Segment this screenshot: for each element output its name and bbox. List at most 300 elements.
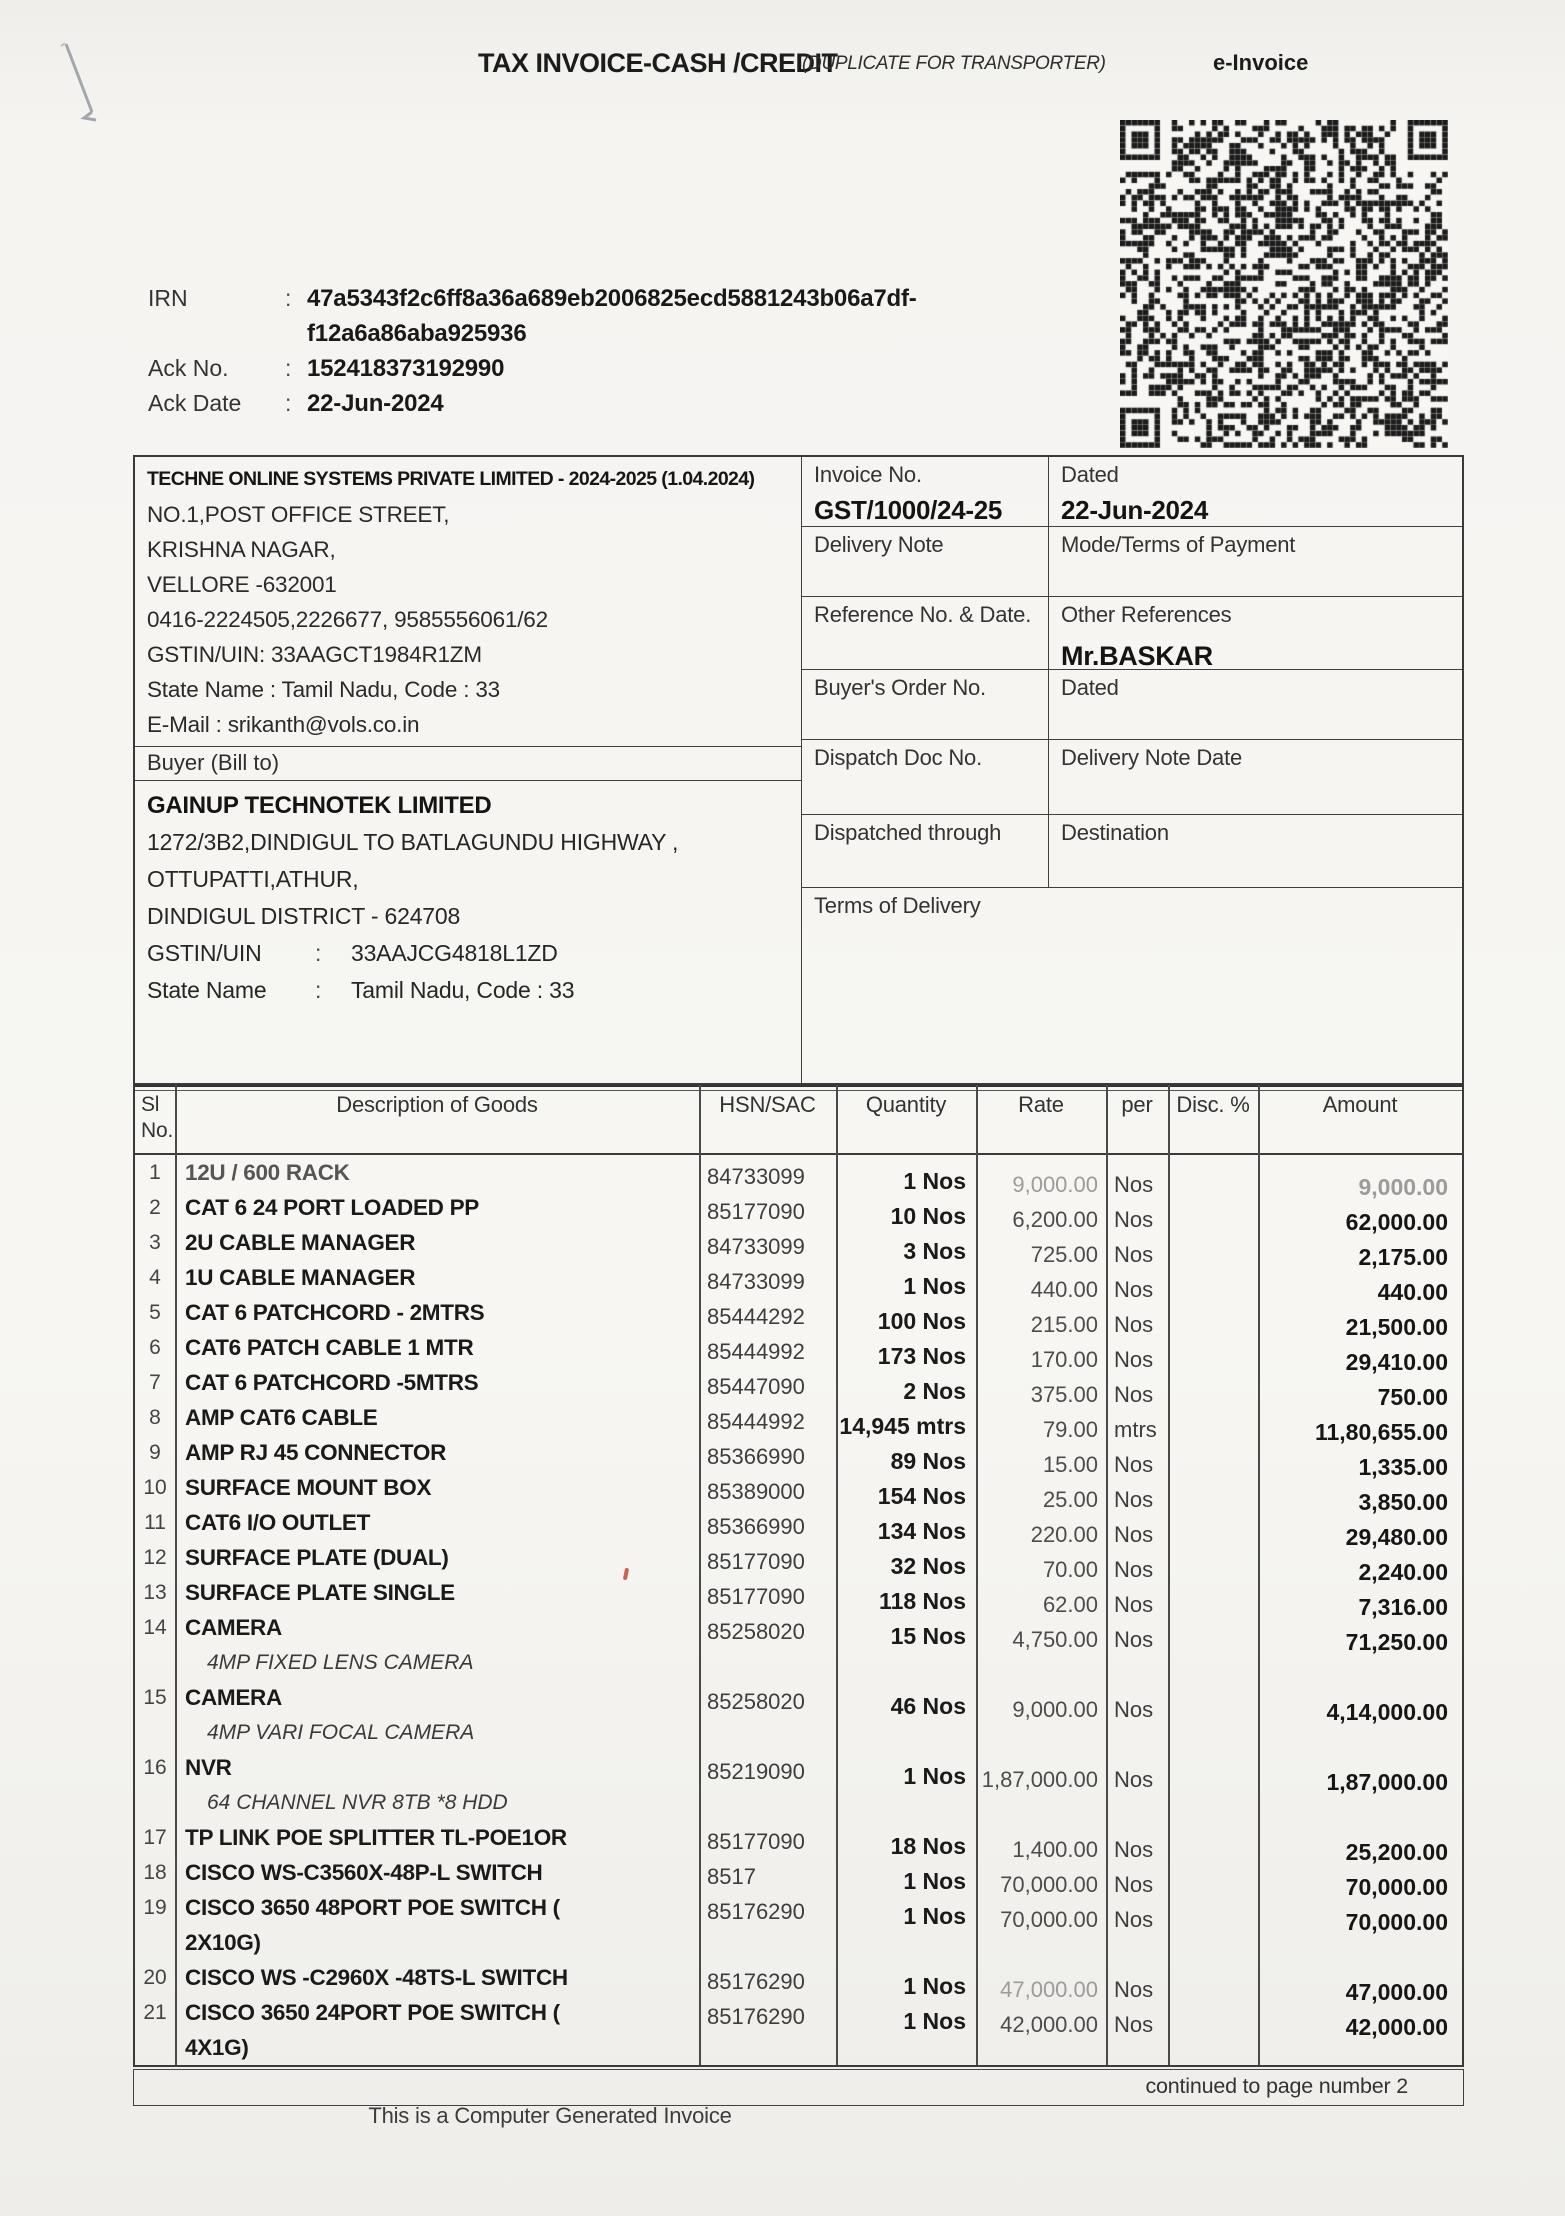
seller-address-line: KRISHNA NAGAR,: [147, 537, 336, 562]
item-discount: [1168, 1960, 1258, 1995]
item-description-text: CAT 6 PATCHCORD -5MTRS: [185, 1370, 479, 1395]
item-row: [135, 1225, 1462, 1270]
colon: :: [285, 390, 292, 416]
item-amount: 4,14,000.00: [1326, 1699, 1448, 1725]
buyer-kv-value: 33AAJCG4818L1ZD: [351, 940, 558, 966]
item-hsn: 85444292: [707, 1304, 805, 1329]
item-description-text: CAT 6 24 PORT LOADED PP: [185, 1195, 479, 1220]
item-amount: 70,000.00: [1345, 1874, 1448, 1900]
item-description: [175, 1190, 699, 1225]
item-hsn: 85176290: [707, 2004, 805, 2029]
item-sl: 18: [143, 1861, 167, 1884]
item-rate: 70,000.00: [1000, 1907, 1098, 1932]
info-cell-label: Delivery Note: [814, 532, 944, 557]
item-amount: 7,316.00: [1358, 1594, 1448, 1620]
item-sl: 7: [149, 1371, 161, 1394]
info-cell-label: Dispatch Doc No.: [814, 745, 982, 770]
item-rate: 47,000.00: [1000, 1977, 1098, 2002]
item-discount: [1168, 1435, 1258, 1470]
seller-box: [135, 457, 801, 747]
item-description: [175, 1225, 699, 1260]
item-amount: 3,850.00: [1358, 1489, 1448, 1515]
item-per: Nos: [1114, 1767, 1154, 1792]
colon: :: [315, 940, 322, 966]
info-cell-label: Delivery Note Date: [1061, 745, 1243, 770]
item-discount: [1168, 1155, 1258, 1190]
info-grid-row: [802, 597, 1462, 670]
item-sl: 19: [143, 1896, 167, 1919]
item-rate: 70,000.00: [1000, 1872, 1098, 1897]
item-rate: 42,000.00: [1000, 2012, 1098, 2037]
item-quantity: 18 Nos: [890, 1833, 966, 1859]
item-quantity: 3 Nos: [903, 1238, 966, 1264]
header-description: Description of Goods: [336, 1092, 538, 1117]
info-cell: [802, 527, 1049, 596]
einvoice-label: e-Invoice: [1213, 50, 1309, 75]
item-amount: 2,175.00: [1358, 1244, 1448, 1270]
pen-stroke-artifact-icon: [58, 40, 118, 135]
item-sl: 5: [149, 1301, 161, 1324]
item-hsn: 85447090: [707, 1374, 805, 1399]
item-per: Nos: [1114, 1277, 1154, 1302]
ack-date-label: Ack Date: [148, 390, 242, 416]
irn-value-line2: f12a6a86aba925936: [307, 320, 527, 347]
item-row: [135, 1540, 1462, 1585]
item-quantity: 134 Nos: [877, 1518, 966, 1544]
colon: :: [285, 355, 292, 381]
ack-no-label: Ack No.: [148, 355, 229, 381]
e-invoice-qr-code: [1120, 120, 1448, 448]
item-description: [175, 1540, 699, 1575]
item-sl: 2: [149, 1196, 161, 1219]
item-row: [135, 1435, 1462, 1480]
item-row: [135, 1295, 1462, 1340]
info-grid-row: [802, 527, 1462, 597]
info-grid-row: [802, 740, 1462, 815]
item-description-text: CISCO WS -C2960X -48TS-L SWITCH: [185, 1965, 568, 1990]
item-discount: [1168, 1365, 1258, 1400]
info-cell: [802, 457, 1049, 526]
item-rate: 220.00: [1030, 1522, 1098, 1547]
item-hsn: 84733099: [707, 1164, 805, 1189]
item-hsn: 85258020: [707, 1619, 805, 1644]
info-cell: [802, 888, 993, 1083]
item-rate: 6,200.00: [1012, 1207, 1098, 1232]
item-row: [135, 1260, 1462, 1305]
item-per: Nos: [1114, 1172, 1154, 1197]
item-per: Nos: [1114, 1207, 1154, 1232]
item-amount: 62,000.00: [1345, 1209, 1448, 1235]
item-description: [175, 1155, 699, 1190]
item-row: [135, 1855, 1462, 1900]
item-description-text: SURFACE MOUNT BOX: [185, 1475, 432, 1500]
item-rate: 62.00: [1042, 1592, 1098, 1617]
item-hsn: 85258020: [707, 1689, 805, 1714]
item-amount: 71,250.00: [1345, 1629, 1448, 1655]
item-rate: 4,750.00: [1012, 1627, 1098, 1652]
item-description-subtext: 4MP FIXED LENS CAMERA: [207, 1651, 474, 1674]
item-hsn: 85444992: [707, 1339, 805, 1364]
items-table-header: [135, 1087, 1462, 1155]
item-description: [175, 1855, 699, 1890]
info-cell: [802, 597, 1049, 669]
seller-address-line: 0416-2224505,2226677, 9585556061/62: [147, 607, 548, 632]
info-cell-label: Reference No. & Date.: [814, 602, 1032, 627]
item-hsn: 85444992: [707, 1409, 805, 1434]
item-quantity: 14,945 mtrs: [839, 1413, 966, 1439]
item-description: [175, 1995, 699, 2065]
info-grid-row: [802, 815, 1462, 888]
item-per: Nos: [1114, 1627, 1154, 1652]
item-discount: [1168, 1575, 1258, 1610]
item-per: Nos: [1114, 1907, 1154, 1932]
info-cell-label: Buyer's Order No.: [814, 675, 986, 700]
header-rate: Rate: [1018, 1092, 1064, 1117]
item-discount: [1168, 1295, 1258, 1330]
item-description: [175, 1680, 699, 1750]
item-rate: 70.00: [1042, 1557, 1098, 1582]
item-description: [175, 1330, 699, 1365]
item-amount: 1,87,000.00: [1326, 1769, 1448, 1795]
item-quantity: 2 Nos: [903, 1378, 966, 1404]
header-sl-no: [135, 1087, 175, 1153]
item-sl: 16: [143, 1756, 167, 1779]
item-quantity: 154 Nos: [877, 1483, 966, 1509]
item-sl: 21: [143, 2001, 167, 2024]
irn-label: IRN: [148, 285, 188, 311]
item-row: [135, 1890, 1462, 1960]
colon: :: [315, 977, 322, 1003]
item-per: Nos: [1114, 1242, 1154, 1267]
item-hsn: 85177090: [707, 1199, 805, 1224]
item-amount: 21,500.00: [1345, 1314, 1448, 1340]
item-rate: 1,400.00: [1012, 1837, 1098, 1862]
item-quantity: 1 Nos: [903, 1273, 966, 1299]
item-rate: 9,000.00: [1012, 1172, 1098, 1197]
header-disc: Disc. %: [1176, 1092, 1250, 1117]
buyer-kv-row: [147, 935, 789, 972]
item-description-text: 2U CABLE MANAGER: [185, 1230, 416, 1255]
duplicate-for-transporter-note: (DUPLICATE FOR TRANSPORTER): [802, 53, 1106, 74]
info-cell: [1049, 597, 1462, 669]
header-no: No.: [141, 1119, 174, 1142]
item-hsn: 85177090: [707, 1549, 805, 1574]
item-row: [135, 1190, 1462, 1235]
seller-address-line: VELLORE -632001: [147, 572, 337, 597]
item-description: [175, 1470, 699, 1505]
item-per: mtrs: [1114, 1417, 1157, 1442]
item-discount: [1168, 1505, 1258, 1540]
buyer-section-label: Buyer (Bill to): [135, 747, 801, 781]
info-cell: [802, 740, 1049, 814]
item-per: Nos: [1114, 1697, 1154, 1722]
item-hsn: 85176290: [707, 1899, 805, 1924]
item-row: [135, 1505, 1462, 1550]
invoice-info-grid: [802, 457, 1462, 1083]
items-body: [135, 1155, 1462, 2065]
item-discount: [1168, 1820, 1258, 1855]
item-per: Nos: [1114, 1452, 1154, 1477]
buyer-address-line: 1272/3B2,DINDIGUL TO BATLAGUNDU HIGHWAY ,: [147, 829, 679, 855]
items-table: [133, 1085, 1464, 2067]
item-per: Nos: [1114, 1487, 1154, 1512]
item-description-text: NVR: [185, 1755, 232, 1780]
buyer-kv-label: State Name: [147, 977, 267, 1003]
item-row: [135, 1155, 1462, 1200]
header-per: per: [1121, 1092, 1153, 1117]
item-sl: 15: [143, 1686, 167, 1709]
item-discount: [1168, 1610, 1258, 1680]
item-row: [135, 1750, 1462, 1820]
seller-address-line: State Name : Tamil Nadu, Code : 33: [147, 677, 500, 702]
item-row: [135, 1470, 1462, 1515]
info-cell-value: 22-Jun-2024: [1061, 495, 1208, 525]
item-description: [175, 1890, 699, 1960]
ack-no-value: 152418373192990: [307, 355, 505, 382]
irn-value-line1: 47a5343f2c6ff8a36a689eb2006825ecd5881243b06a7df-: [307, 285, 917, 312]
colon: :: [285, 285, 292, 311]
ack-no-row: [148, 351, 1048, 386]
item-quantity: 46 Nos: [890, 1693, 966, 1719]
buyer-kv-value: Tamil Nadu, Code : 33: [351, 977, 575, 1003]
item-amount: 11,80,655.00: [1314, 1419, 1448, 1445]
item-hsn: 85389000: [707, 1479, 805, 1504]
item-row: [135, 1960, 1462, 2005]
item-description-text: CAT6 I/O OUTLET: [185, 1510, 371, 1535]
info-cell: [1049, 740, 1462, 814]
item-description-text: 12U / 600 RACK: [185, 1160, 350, 1185]
item-hsn: 8517: [707, 1864, 756, 1889]
item-discount: [1168, 1225, 1258, 1260]
ack-date-value: 22-Jun-2024: [307, 390, 444, 417]
item-discount: [1168, 1750, 1258, 1820]
info-cell-label: Mode/Terms of Payment: [1061, 532, 1296, 557]
info-cell-label: Dispatched through: [814, 820, 1002, 845]
item-sl: 20: [143, 1966, 167, 1989]
item-discount: [1168, 1995, 1258, 2065]
item-description-text: CISCO 3650 24PORT POE SWITCH (: [185, 2000, 560, 2025]
item-quantity: 1 Nos: [903, 2008, 966, 2034]
item-row: [135, 1575, 1462, 1620]
item-row: [135, 1365, 1462, 1410]
info-cell-label: Other References: [1061, 602, 1232, 627]
seller-address-line: GSTIN/UIN: 33AAGCT1984R1ZM: [147, 642, 482, 667]
item-per: Nos: [1114, 2012, 1154, 2037]
item-quantity: 1 Nos: [903, 1903, 966, 1929]
item-amount: 29,410.00: [1345, 1349, 1448, 1375]
item-per: Nos: [1114, 1557, 1154, 1582]
item-hsn: 85219090: [707, 1759, 805, 1784]
item-per: Nos: [1114, 1382, 1154, 1407]
item-hsn: 84733099: [707, 1269, 805, 1294]
item-rate: 375.00: [1030, 1382, 1098, 1407]
item-quantity: 89 Nos: [890, 1448, 966, 1474]
item-description-text: CAT 6 PATCHCORD - 2MTRS: [185, 1300, 485, 1325]
item-description-subtext: 64 CHANNEL NVR 8TB *8 HDD: [207, 1791, 508, 1814]
item-rate: 170.00: [1030, 1347, 1098, 1372]
item-row: [135, 1680, 1462, 1750]
item-sl: 14: [143, 1616, 167, 1639]
ack-date-row: [148, 386, 1048, 421]
item-quantity: 1 Nos: [903, 1168, 966, 1194]
header-hsn: HSN/SAC: [719, 1092, 816, 1117]
irn-value: [307, 281, 917, 351]
party-and-invoice-info-section: [133, 455, 1464, 1085]
item-discount: [1168, 1470, 1258, 1505]
item-amount: 750.00: [1377, 1384, 1448, 1410]
item-amount: 29,480.00: [1345, 1524, 1448, 1550]
item-rate: 725.00: [1030, 1242, 1098, 1267]
item-per: Nos: [1114, 1592, 1154, 1617]
item-sl: 11: [144, 1511, 166, 1534]
item-description-text: TP LINK POE SPLITTER TL-POE1OR: [185, 1825, 567, 1850]
seller-name: TECHNE ONLINE SYSTEMS PRIVATE LIMITED - 2024-2025 (1.04.2024): [147, 468, 755, 490]
item-description-text: AMP CAT6 CABLE: [185, 1405, 378, 1430]
item-per: Nos: [1114, 1522, 1154, 1547]
item-hsn: 84733099: [707, 1234, 805, 1259]
item-discount: [1168, 1680, 1258, 1750]
item-amount: 9,000.00: [1358, 1174, 1448, 1200]
continued-note: continued to page number 2: [133, 2069, 1464, 2106]
item-description: [175, 1505, 699, 1540]
item-description: [175, 1960, 699, 1995]
item-hsn: 85366990: [707, 1514, 805, 1539]
buyer-kv-row: [147, 972, 789, 1009]
buyer-name: GAINUP TECHNOTEK LIMITED: [147, 792, 492, 819]
buyer-kv-label: GSTIN/UIN: [147, 940, 262, 966]
item-quantity: 32 Nos: [890, 1553, 966, 1579]
item-quantity: 15 Nos: [890, 1623, 966, 1649]
item-description: [175, 1750, 699, 1820]
item-description: [175, 1820, 699, 1855]
item-quantity: 118 Nos: [879, 1588, 966, 1614]
item-quantity: 10 Nos: [890, 1203, 966, 1229]
item-sl: 13: [143, 1581, 167, 1604]
item-rate: 15.00: [1042, 1452, 1098, 1477]
item-rate: 1,87,000.00: [981, 1767, 1098, 1792]
item-row: [135, 1330, 1462, 1375]
item-description-text: AMP RJ 45 CONNECTOR: [185, 1440, 447, 1465]
info-cell-value: GST/1000/24-25: [814, 495, 1003, 525]
info-grid-row: [802, 670, 1462, 740]
item-description-text: CAMERA: [185, 1685, 282, 1710]
item-row: [135, 1995, 1462, 2065]
item-discount: [1168, 1540, 1258, 1575]
item-description-text: CAT6 PATCH CABLE 1 MTR: [185, 1335, 474, 1360]
header-amount: Amount: [1322, 1092, 1398, 1117]
item-rate: 215.00: [1030, 1312, 1098, 1337]
item-row: [135, 1400, 1462, 1445]
item-amount: 42,000.00: [1345, 2014, 1448, 2040]
buyer-address-line: OTTUPATTI,ATHUR,: [147, 866, 359, 892]
item-description-text: SURFACE PLATE SINGLE: [185, 1580, 455, 1605]
item-description-text: CISCO 3650 48PORT POE SWITCH (: [185, 1895, 560, 1920]
item-per: Nos: [1114, 1872, 1154, 1897]
item-description-text: CISCO WS-C3560X-48P-L SWITCH: [185, 1860, 543, 1885]
item-discount: [1168, 1400, 1258, 1435]
info-cell-label: Invoice No.: [814, 462, 922, 487]
item-discount: [1168, 1190, 1258, 1225]
seller-address-line: NO.1,POST OFFICE STREET,: [147, 502, 450, 527]
info-cell-label: Dated: [1061, 675, 1119, 700]
item-discount: [1168, 1890, 1258, 1960]
item-sl: 12: [143, 1546, 167, 1569]
item-description: [175, 1575, 699, 1610]
item-sl: 4: [149, 1266, 161, 1289]
item-hsn: 85177090: [707, 1584, 805, 1609]
item-sl: 6: [149, 1336, 161, 1359]
info-cell: [1049, 670, 1462, 739]
item-hsn: 85177090: [707, 1829, 805, 1854]
info-cell-value: Mr.BASKAR: [1061, 641, 1213, 669]
header-sl: Sl: [141, 1093, 160, 1116]
item-sl: 1: [149, 1161, 161, 1184]
item-amount: 47,000.00: [1345, 1979, 1448, 2005]
invoice-title: TAX INVOICE-CASH /CREDIT: [478, 48, 838, 78]
item-sl: 17: [143, 1826, 167, 1849]
item-description: [175, 1400, 699, 1435]
seller-address-line: E-Mail : srikanth@vols.co.in: [147, 712, 420, 737]
info-cell: [802, 815, 1049, 887]
item-row: [135, 1610, 1462, 1680]
item-discount: [1168, 1330, 1258, 1365]
item-amount: 440.00: [1377, 1279, 1448, 1305]
party-column: [135, 457, 802, 1083]
item-per: Nos: [1114, 1312, 1154, 1337]
item-hsn: 85176290: [707, 1969, 805, 1994]
info-cell: [802, 670, 1049, 739]
item-quantity: 1 Nos: [903, 1868, 966, 1894]
item-quantity: 1 Nos: [903, 1973, 966, 1999]
buyer-box: [135, 781, 801, 1083]
item-description-wrap: 4X1G): [185, 2035, 249, 2060]
item-description: [175, 1260, 699, 1295]
info-grid-row: [802, 457, 1462, 527]
computer-generated-note: This is a Computer Generated Invoice: [368, 2103, 732, 2128]
item-amount: 2,240.00: [1358, 1559, 1448, 1585]
item-rate: 9,000.00: [1012, 1697, 1098, 1722]
item-quantity: 1 Nos: [903, 1763, 966, 1789]
info-cell-label: Destination: [1061, 820, 1169, 845]
item-per: Nos: [1114, 1977, 1154, 2002]
item-rate: 25.00: [1042, 1487, 1098, 1512]
item-row: [135, 1820, 1462, 1865]
item-rate: 79.00: [1042, 1417, 1098, 1442]
item-amount: 1,335.00: [1358, 1454, 1448, 1480]
item-description: [175, 1435, 699, 1470]
item-sl: 8: [149, 1406, 161, 1429]
item-per: Nos: [1114, 1347, 1154, 1372]
item-hsn: 85366990: [707, 1444, 805, 1469]
item-discount: [1168, 1855, 1258, 1890]
item-description: [175, 1365, 699, 1400]
item-quantity: 173 Nos: [877, 1343, 966, 1369]
item-sl: 3: [149, 1231, 161, 1254]
info-cell: [1049, 457, 1462, 526]
item-description: [175, 1610, 699, 1680]
item-sl: 10: [143, 1476, 167, 1499]
item-sl: 9: [149, 1441, 161, 1464]
item-description-text: 1U CABLE MANAGER: [185, 1265, 416, 1290]
info-cell: [1049, 815, 1462, 887]
irn-row: [148, 281, 1048, 351]
item-description-subtext: 4MP VARI FOCAL CAMERA: [207, 1721, 475, 1744]
item-amount: 25,200.00: [1345, 1839, 1448, 1865]
info-cell-label: Dated: [1061, 462, 1119, 487]
info-cell-label: Terms of Delivery: [814, 893, 981, 918]
item-discount: [1168, 1260, 1258, 1295]
item-description-text: SURFACE PLATE (DUAL): [185, 1545, 449, 1570]
